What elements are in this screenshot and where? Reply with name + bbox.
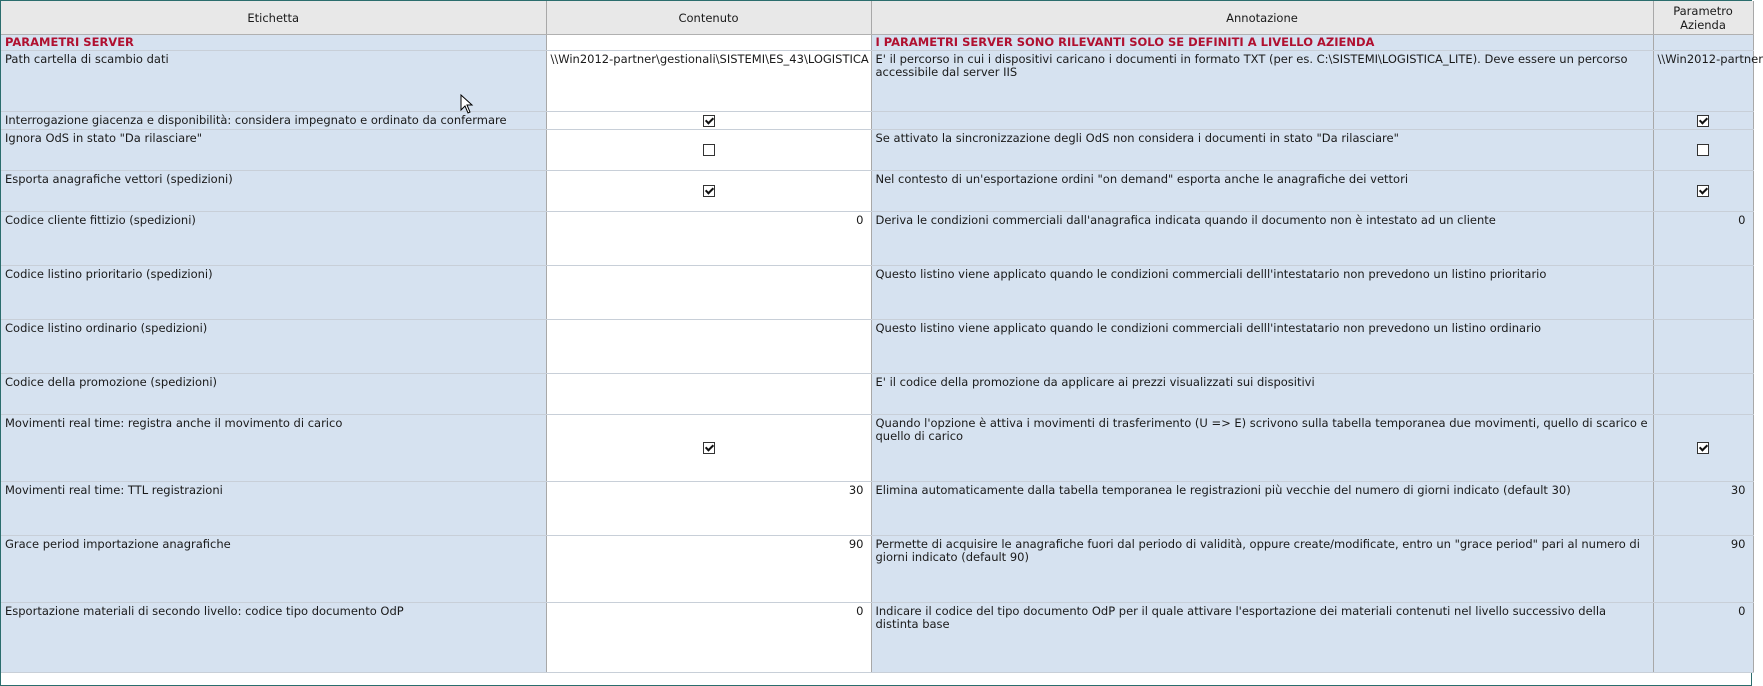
row-annotation: E' il codice della promozione da applicare ai prezzi visualizzati sui dispositivi bbox=[871, 374, 1653, 415]
row-label: Path cartella di scambio dati bbox=[1, 51, 546, 112]
table-row bbox=[1, 266, 1753, 320]
company-value[interactable]: 90 bbox=[1653, 536, 1753, 603]
company-checkbox-cell[interactable] bbox=[1653, 112, 1753, 130]
section-value-cell bbox=[546, 35, 871, 51]
company-value[interactable]: 0 bbox=[1653, 212, 1753, 266]
section-note: I PARAMETRI SERVER SONO RILEVANTI SOLO SE DEFINITI A LIVELLO AZIENDA bbox=[871, 35, 1653, 51]
value-input[interactable]: 0 bbox=[546, 212, 871, 266]
section-title: PARAMETRI SERVER bbox=[1, 35, 546, 51]
row-label: Codice listino ordinario (spedizioni) bbox=[1, 320, 546, 374]
row-annotation: Questo listino viene applicato quando le condizioni commerciali delll'intestatario non prevedono un listino prioritario bbox=[871, 266, 1653, 320]
column-header-content[interactable]: Contenuto bbox=[546, 1, 871, 35]
value-input[interactable] bbox=[546, 374, 871, 415]
section-row bbox=[1, 35, 1753, 51]
table-row bbox=[1, 130, 1753, 171]
company-checkbox-cell[interactable] bbox=[1653, 171, 1753, 212]
table-row bbox=[1, 51, 1753, 112]
table-row bbox=[1, 374, 1753, 415]
parameters-table bbox=[1, 1, 1763, 673]
value-checkbox-cell[interactable] bbox=[546, 415, 871, 482]
checkbox-icon[interactable] bbox=[703, 115, 715, 127]
row-label: Codice listino prioritario (spedizioni) bbox=[1, 266, 546, 320]
row-annotation: E' il percorso in cui i dispositivi caricano i documenti in formato TXT (per es. C:\SISTEMI\LOGISTICA_LITE). Deve essere un percorso accessibile dal server IIS bbox=[871, 51, 1653, 112]
checkbox-icon[interactable] bbox=[1697, 115, 1709, 127]
row-label: Codice cliente fittizio (spedizioni) bbox=[1, 212, 546, 266]
header-row bbox=[1, 1, 1753, 35]
checkbox-icon[interactable] bbox=[1697, 144, 1709, 156]
row-annotation bbox=[871, 112, 1653, 130]
company-checkbox-cell[interactable] bbox=[1653, 415, 1753, 482]
table-row bbox=[1, 112, 1753, 130]
value-input[interactable]: 0 bbox=[546, 603, 871, 673]
row-label: Movimenti real time: TTL registrazioni bbox=[1, 482, 546, 536]
column-header-annotation[interactable]: Annotazione bbox=[871, 1, 1653, 35]
checkbox-icon[interactable] bbox=[703, 185, 715, 197]
table-row bbox=[1, 212, 1753, 266]
table-row bbox=[1, 320, 1753, 374]
row-annotation: Permette di acquisire le anagrafiche fuori dal periodo di validità, oppure create/modificate, entro un "grace period" pari al numero di giorni indicato (default 90) bbox=[871, 536, 1653, 603]
table-row bbox=[1, 171, 1753, 212]
row-annotation: Se attivato la sincronizzazione degli OdS non considera i documenti in stato "Da rilasciare" bbox=[871, 130, 1653, 171]
table-row bbox=[1, 536, 1753, 603]
company-value[interactable] bbox=[1653, 374, 1753, 415]
mouse-pointer-icon bbox=[460, 94, 474, 114]
row-annotation: Indicare il codice del tipo documento OdP per il quale attivare l'esportazione dei materiali contenuti nel livello successivo della distinta base bbox=[871, 603, 1653, 673]
value-input[interactable]: 30 bbox=[546, 482, 871, 536]
company-value[interactable]: 0 bbox=[1653, 603, 1753, 673]
row-label: Interrogazione giacenza e disponibilità: considera impegnato e ordinato da confermare bbox=[1, 112, 546, 130]
row-annotation: Deriva le condizioni commerciali dall'anagrafica indicata quando il documento non è intestato ad un cliente bbox=[871, 212, 1653, 266]
company-value[interactable] bbox=[1653, 266, 1753, 320]
company-value[interactable]: 30 bbox=[1653, 482, 1753, 536]
row-annotation: Quando l'opzione è attiva i movimenti di trasferimento (U => E) scrivono sulla tabella temporanea due movimenti, quello di scarico e quello di carico bbox=[871, 415, 1653, 482]
row-annotation: Elimina automaticamente dalla tabella temporanea le registrazioni più vecchie del numero di giorni indicato (default 30) bbox=[871, 482, 1653, 536]
checkbox-icon[interactable] bbox=[1697, 442, 1709, 454]
table-row bbox=[1, 415, 1753, 482]
row-label: Codice della promozione (spedizioni) bbox=[1, 374, 546, 415]
table-row bbox=[1, 603, 1753, 673]
company-value[interactable]: \\Win2012-partner bbox=[1653, 51, 1753, 112]
data-path-input[interactable]: \\Win2012-partner\gestionali\SISTEMI\ES_43\LOGISTICA bbox=[546, 51, 871, 112]
row-label: Ignora OdS in stato "Da rilasciare" bbox=[1, 130, 546, 171]
company-checkbox-cell[interactable] bbox=[1653, 130, 1753, 171]
company-value[interactable] bbox=[1653, 320, 1753, 374]
section-company-cell bbox=[1653, 35, 1753, 51]
row-label: Movimenti real time: registra anche il movimento di carico bbox=[1, 415, 546, 482]
table-row bbox=[1, 482, 1753, 536]
row-annotation: Nel contesto di un'esportazione ordini "on demand" esporta anche le anagrafiche dei vettori bbox=[871, 171, 1653, 212]
value-input[interactable]: 90 bbox=[546, 536, 871, 603]
value-input[interactable] bbox=[546, 320, 871, 374]
row-label: Esporta anagrafiche vettori (spedizioni) bbox=[1, 171, 546, 212]
row-annotation: Questo listino viene applicato quando le condizioni commerciali delll'intestatario non prevedono un listino ordinario bbox=[871, 320, 1653, 374]
value-checkbox-cell[interactable] bbox=[546, 112, 871, 130]
row-label: Grace period importazione anagrafiche bbox=[1, 536, 546, 603]
checkbox-icon[interactable] bbox=[703, 144, 715, 156]
checkbox-icon[interactable] bbox=[703, 442, 715, 454]
column-header-label[interactable]: Etichetta bbox=[1, 1, 546, 35]
column-header-company[interactable]: Parametro Azienda bbox=[1653, 1, 1753, 35]
row-label: Esportazione materiali di secondo livello: codice tipo documento OdP bbox=[1, 603, 546, 673]
checkbox-icon[interactable] bbox=[1697, 185, 1709, 197]
value-checkbox-cell[interactable] bbox=[546, 130, 871, 171]
value-checkbox-cell[interactable] bbox=[546, 171, 871, 212]
value-input[interactable] bbox=[546, 266, 871, 320]
